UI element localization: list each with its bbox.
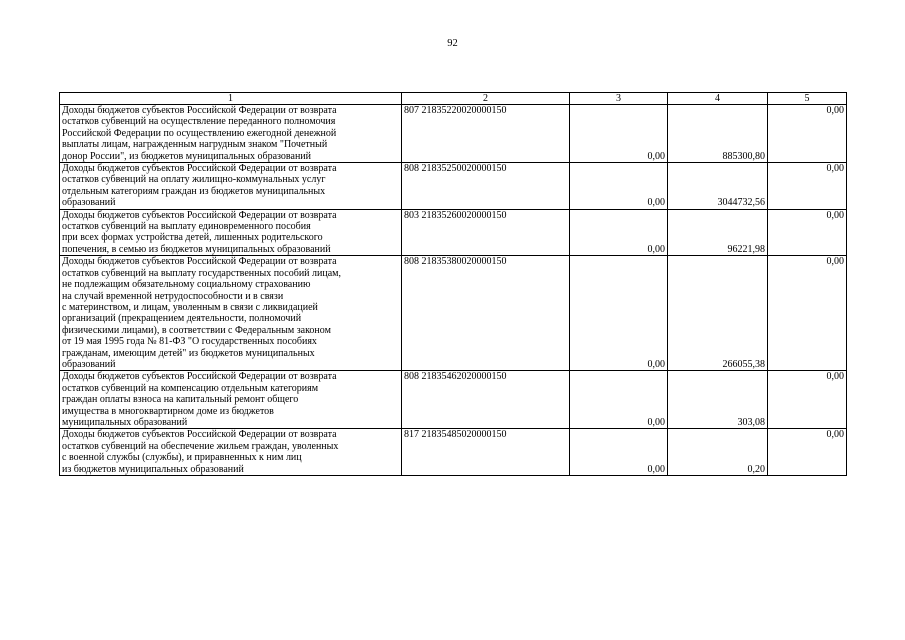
table-row [60, 429, 847, 476]
description-line: донор России", из бюджетов муниципальных образований [62, 150, 312, 162]
revenue-description-cell [60, 209, 402, 256]
description-line: не подлежащим обязательному социальному страхованию [62, 279, 311, 291]
description-line: граждан оплаты взноса на капитальный ремонт общего [62, 394, 299, 406]
header-cell: 4 [668, 93, 768, 105]
header-cell: 1 [60, 93, 402, 105]
description-line: гражданам, имеющим детей" из бюджетов муниципальных [62, 347, 315, 359]
column-4-value-cell: 0,20 [668, 429, 768, 476]
budget-revenue-table [59, 92, 847, 476]
description-line: остатков субвенций на оплату жилищно-коммунальных услуг [62, 174, 326, 186]
column-4-value-cell: 885300,80 [668, 105, 768, 163]
revenue-description-cell [60, 429, 402, 476]
column-5-value-cell: 0,00 [768, 163, 847, 210]
page-number: 92 [447, 38, 458, 49]
budget-code-cell: 817 21835485020000150 [402, 429, 570, 476]
revenue-description-cell [60, 163, 402, 210]
description-line: Доходы бюджетов субъектов Российской Федерации от возврата [62, 371, 337, 383]
description-line: с материнством, и лицам, уволенным в связи с ликвидацией [62, 301, 318, 313]
description-line: на случай временной нетрудоспособности и в связи [62, 290, 284, 302]
column-3-value-cell: 0,00 [570, 163, 668, 210]
column-4-value-cell: 3044732,56 [668, 163, 768, 210]
column-3-value-cell: 0,00 [570, 209, 668, 256]
description-line: имущества в многоквартирном доме из бюджетов [62, 405, 274, 417]
table-header-row [60, 93, 847, 105]
description-line: отдельным категориям граждан из бюджетов муниципальных [62, 185, 326, 197]
column-5-value-cell: 0,00 [768, 209, 847, 256]
description-line: остатков субвенций на осуществление переданного полномочия [62, 116, 336, 128]
header-cell: 5 [768, 93, 847, 105]
description-line: Доходы бюджетов субъектов Российской Федерации от возврата [62, 209, 337, 221]
revenue-description-cell [60, 371, 402, 429]
budget-code-cell: 807 21835220020000150 [402, 105, 570, 163]
description-line: Доходы бюджетов субъектов Российской Федерации от возврата [62, 163, 337, 175]
column-3-value-cell: 0,00 [570, 105, 668, 163]
description-line: попечения, в семью из бюджетов муниципальных образований [62, 243, 331, 255]
description-line: остатков субвенций на обеспечение жильем граждан, уволенных [62, 440, 339, 452]
table-row [60, 209, 847, 256]
budget-code-cell: 803 21835260020000150 [402, 209, 570, 256]
description-line: с военной службы (службы), и приравненных к ним лиц [62, 452, 302, 464]
description-line: из бюджетов муниципальных образований [62, 463, 244, 475]
column-5-value-cell: 0,00 [768, 105, 847, 163]
table-row [60, 163, 847, 210]
budget-code-cell: 808 21835380020000150 [402, 256, 570, 371]
description-line: выплаты лицам, награжденным нагрудным знаком "Почетный [62, 139, 328, 151]
description-line: физическими лицами), в соответствии с Федеральным законом [62, 324, 331, 336]
description-line: организаций (прекращением деятельности, полномочий [62, 313, 302, 325]
column-4-value-cell: 303,08 [668, 371, 768, 429]
column-3-value-cell: 0,00 [570, 429, 668, 476]
description-line: Доходы бюджетов субъектов Российской Федерации от возврата [62, 256, 337, 268]
description-line: образований [62, 197, 116, 209]
header-cell: 2 [402, 93, 570, 105]
column-5-value-cell: 0,00 [768, 429, 847, 476]
column-3-value-cell: 0,00 [570, 371, 668, 429]
description-line: Доходы бюджетов субъектов Российской Федерации от возврата [62, 105, 337, 116]
description-line: Российской Федерации по осуществлению ежегодной денежной [62, 127, 337, 139]
description-line: от 19 мая 1995 года № 81-ФЗ "О государственных пособиях [62, 336, 317, 348]
column-4-value-cell: 266055,38 [668, 256, 768, 371]
description-line: Доходы бюджетов субъектов Российской Федерации от возврата [62, 429, 337, 441]
description-line: остатков субвенций на выплату единовременного пособия [62, 221, 311, 233]
column-5-value-cell: 0,00 [768, 256, 847, 371]
column-4-value-cell: 96221,98 [668, 209, 768, 256]
revenue-description-cell [60, 256, 402, 371]
description-line: муниципальных образований [62, 416, 188, 428]
description-line: образований [62, 358, 116, 370]
description-line: при всех формах устройства детей, лишенных родительского [62, 232, 323, 244]
description-line: остатков субвенций на компенсацию отдельным категориям [62, 382, 319, 394]
table-row [60, 105, 847, 163]
table-row [60, 256, 847, 371]
budget-code-cell: 808 21835250020000150 [402, 163, 570, 210]
column-5-value-cell: 0,00 [768, 371, 847, 429]
column-3-value-cell: 0,00 [570, 256, 668, 371]
budget-code-cell: 808 21835462020000150 [402, 371, 570, 429]
table-row [60, 371, 847, 429]
revenue-description-cell [60, 105, 402, 163]
header-cell: 3 [570, 93, 668, 105]
description-line: остатков субвенций на выплату государственных пособий лицам, [62, 267, 341, 279]
